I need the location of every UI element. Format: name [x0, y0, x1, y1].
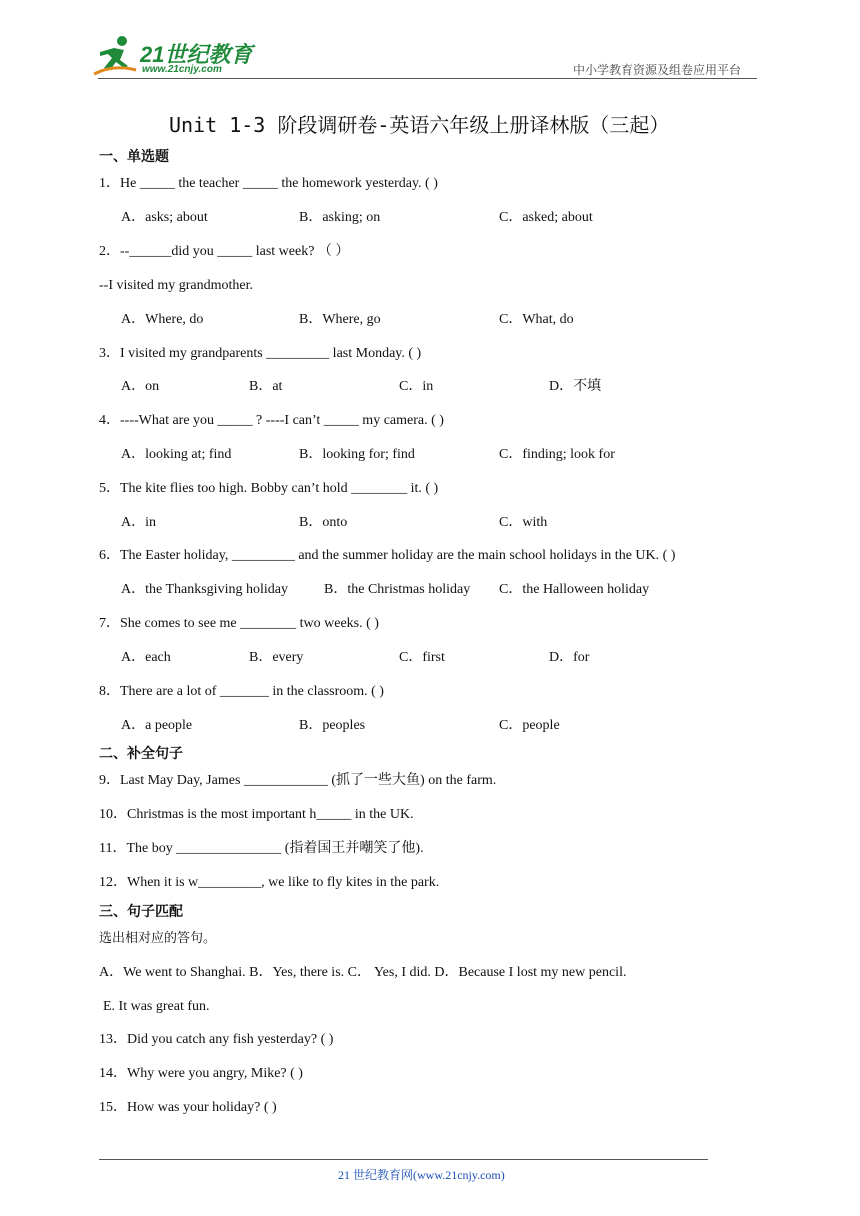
- question-1: 1．He _____ the teacher _____ the homework yesterday. ( ): [99, 176, 438, 191]
- question-5: 5．The kite flies too high. Bobby can’t hold ________ it. ( ): [99, 481, 439, 496]
- q4-option-b: B．looking for; find: [299, 447, 415, 462]
- q8-option-b: B．peoples: [299, 718, 366, 733]
- q1-option-c: C．asked; about: [499, 210, 593, 225]
- q7-option-c: C．first: [399, 650, 445, 665]
- logo-url: www.21cnjy.com: [142, 64, 222, 75]
- question-7: 7．She comes to see me ________ two weeks. ( ): [99, 616, 379, 631]
- q1-option-b: B．asking; on: [299, 210, 381, 225]
- question-6: 6．The Easter holiday, _________ and the summer holiday are the main school holidays in the UK. ( ): [99, 548, 676, 563]
- q7-option-d: D．for: [549, 650, 590, 665]
- header-rule: [98, 78, 757, 79]
- q6-option-b: B．the Christmas holiday: [324, 582, 471, 597]
- platform-name: 中小学教育资源及组卷应用平台: [573, 63, 742, 77]
- question-9: 9．Last May Day, James ____________ (抓了一些大鱼) on the farm.: [99, 773, 497, 788]
- q2-option-a: A．Where, do: [121, 312, 204, 327]
- question-4: 4．----What are you _____ ? ----I can’t _____ my camera. ( ): [99, 413, 444, 428]
- match-options: A．We went to Shanghai. B．Yes, there is. C． Yes, I did. D．Because I lost my new pencil.: [99, 965, 627, 980]
- q3-option-a: A．on: [121, 379, 160, 394]
- question-11: 11．The boy _______________ (指着国王并嘲笑了他).: [99, 841, 424, 856]
- match-option-e: E. It was great fun.: [103, 999, 210, 1014]
- question-3: 3．I visited my grandparents _________ last Monday. ( ): [99, 346, 422, 361]
- q2-option-c: C．What, do: [499, 312, 574, 327]
- q1-option-a: A．asks; about: [121, 210, 208, 225]
- q5-option-c: C．with: [499, 515, 548, 530]
- section-heading-complete-sentences: 二、补全句子: [99, 746, 183, 762]
- logo-brand: 21世纪教育: [140, 42, 253, 67]
- q3-option-b: B．at: [249, 379, 283, 394]
- match-instruction: 选出相对应的答句。: [99, 931, 217, 946]
- section-heading-single-choice: 一、单选题: [99, 149, 169, 165]
- question-14: 14．Why were you angry, Mike? ( ): [99, 1066, 303, 1081]
- q5-option-a: A．in: [121, 515, 156, 530]
- q5-option-b: B．onto: [299, 515, 348, 530]
- q7-option-a: A．each: [121, 650, 171, 665]
- footer-link[interactable]: 21 世纪教育网(www.21cnjy.com): [338, 1168, 505, 1182]
- runner-logo-icon: [92, 34, 138, 78]
- q3-option-c: C．in: [399, 379, 434, 394]
- q8-option-c: C．people: [499, 718, 560, 733]
- logo: [92, 34, 262, 80]
- question-12: 12．When it is w_________, we like to fly kites in the park.: [99, 875, 440, 890]
- page-title: Unit 1-3 阶段调研卷-英语六年级上册译林版（三起）: [169, 113, 670, 137]
- q2-line2: --I visited my grandmother.: [99, 278, 253, 293]
- q6-option-a: A．the Thanksgiving holiday: [121, 582, 288, 597]
- question-8: 8．There are a lot of _______ in the classroom. ( ): [99, 684, 384, 699]
- q4-option-a: A．looking at; find: [121, 447, 232, 462]
- question-2: 2．--______did you _____ last week? （ ）: [99, 244, 350, 259]
- section-heading-sentence-matching: 三、句子匹配: [99, 904, 183, 920]
- question-15: 15．How was your holiday? ( ): [99, 1100, 277, 1115]
- q7-option-b: B．every: [249, 650, 304, 665]
- question-13: 13．Did you catch any fish yesterday? ( ): [99, 1032, 334, 1047]
- q8-option-a: A．a people: [121, 718, 193, 733]
- q6-option-c: C．the Halloween holiday: [499, 582, 650, 597]
- footer-rule: [99, 1159, 708, 1160]
- question-10: 10．Christmas is the most important h_____ in the UK.: [99, 807, 414, 822]
- q2-option-b: B．Where, go: [299, 312, 381, 327]
- q3-option-d: D．不填: [549, 379, 602, 394]
- q4-option-c: C．finding; look for: [499, 447, 615, 462]
